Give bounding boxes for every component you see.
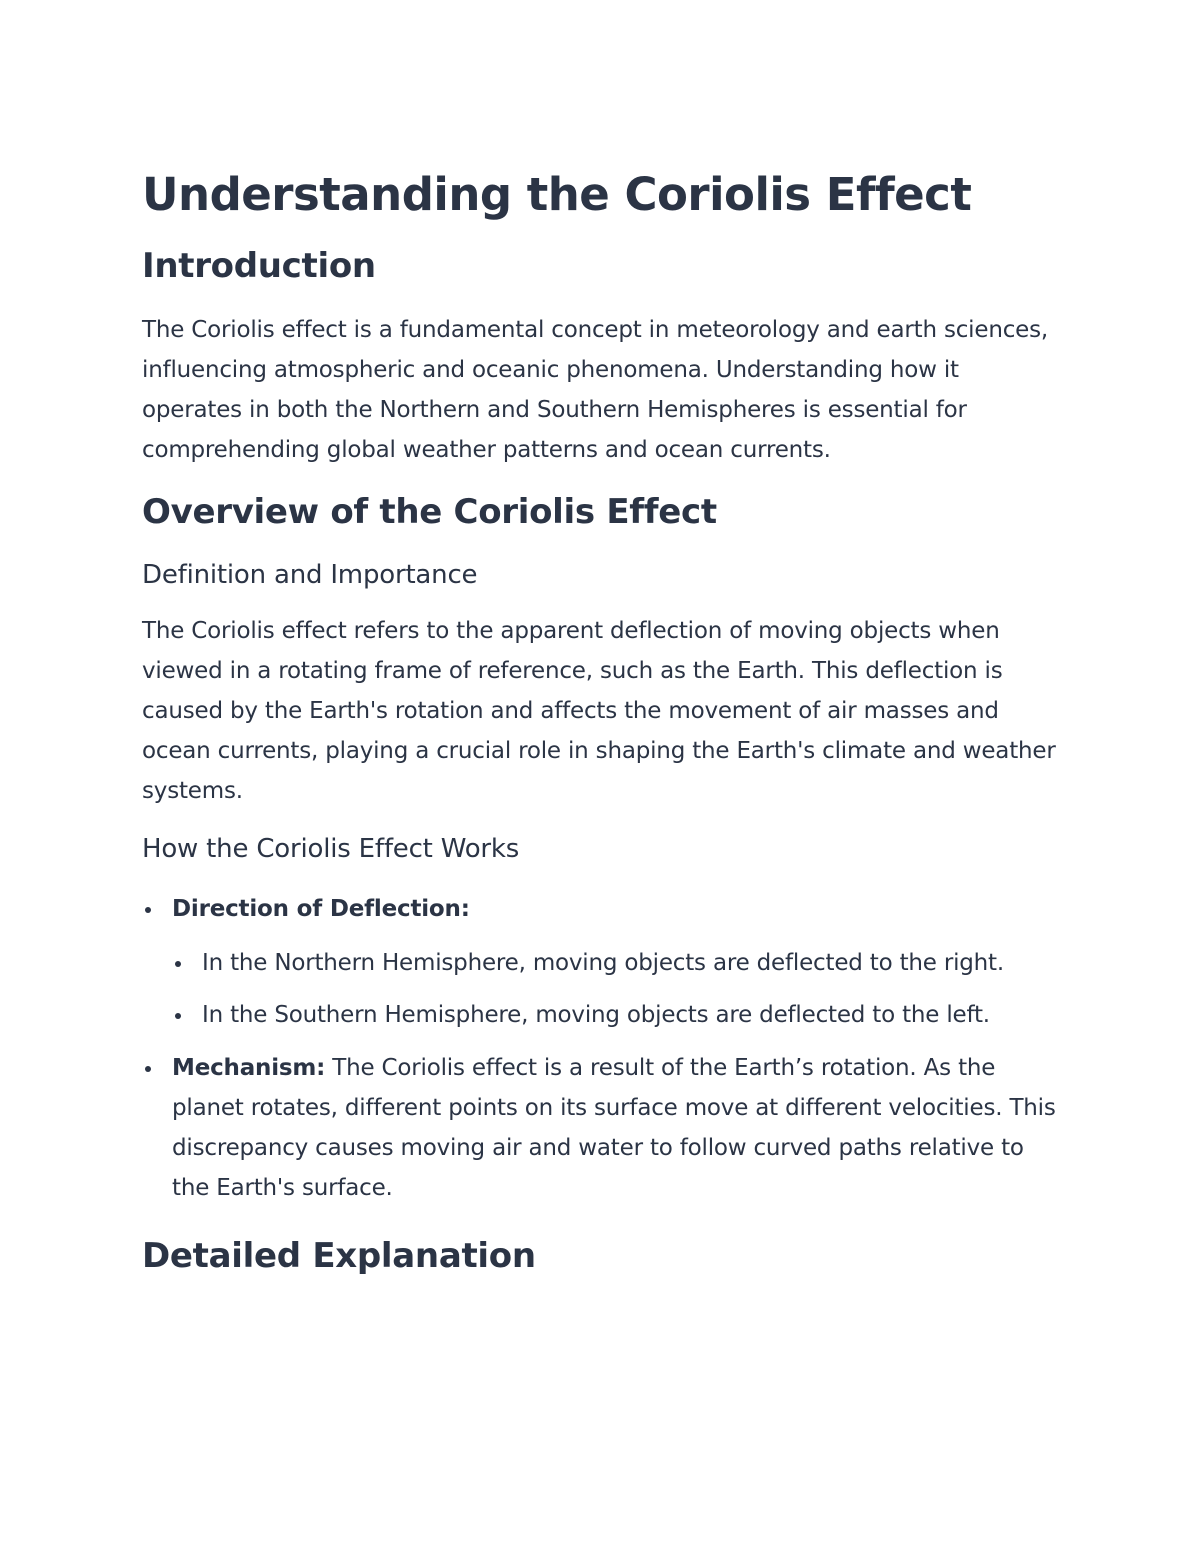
- bullet-icon: [175, 961, 181, 967]
- northern-text: In the Northern Hemisphere, moving objects are deflected to the right.: [202, 950, 1004, 976]
- how-it-works-list: [142, 889, 1062, 1208]
- list-item-mechanism: [142, 1048, 1062, 1208]
- direction-sublist: [172, 943, 1062, 1035]
- bullet-icon: [145, 907, 151, 913]
- bullet-icon: [175, 1013, 181, 1019]
- detailed-heading: Detailed Explanation: [142, 1236, 536, 1276]
- list-item-southern: [172, 995, 1062, 1035]
- document-content: [142, 160, 1062, 1278]
- definition-heading: Definition and Importance: [142, 560, 478, 590]
- how-it-works-heading: How the Coriolis Effect Works: [142, 834, 520, 864]
- overview-heading: Overview of the Coriolis Effect: [142, 492, 717, 532]
- intro-heading: Introduction: [142, 246, 376, 286]
- mechanism-label: Mechanism:: [172, 1055, 326, 1081]
- definition-paragraph: The Coriolis effect refers to the apparent deflection of moving objects when viewed in a rotating frame of reference, such as the Earth. This deflection is caused by the Earth's rotation and affects the movement of air masses and ocean currents, playing a crucial role in shaping the Earth's climate and weather systems.: [142, 618, 1056, 804]
- mechanism-text: The Coriolis effect is a result of the Earth’s rotation. As the planet rotates, different points on its surface move at different velocities. This discrepancy causes moving air and water to follow curved paths relative to the Earth's surface.: [172, 1055, 1056, 1201]
- southern-text: In the Southern Hemisphere, moving objects are deflected to the left.: [202, 1002, 990, 1028]
- direction-label: Direction of Deflection:: [172, 896, 470, 922]
- intro-paragraph: The Coriolis effect is a fundamental concept in meteorology and earth sciences, influencing atmospheric and oceanic phenomena. Understanding how it operates in both the Northern and Southern Hemispheres is essential for comprehending global weather patterns and ocean currents.: [142, 317, 1048, 463]
- list-item-northern: [172, 943, 1062, 983]
- list-item-direction: [142, 889, 1062, 1035]
- bullet-icon: [145, 1066, 151, 1072]
- page-title: Understanding the Coriolis Effect: [142, 168, 972, 221]
